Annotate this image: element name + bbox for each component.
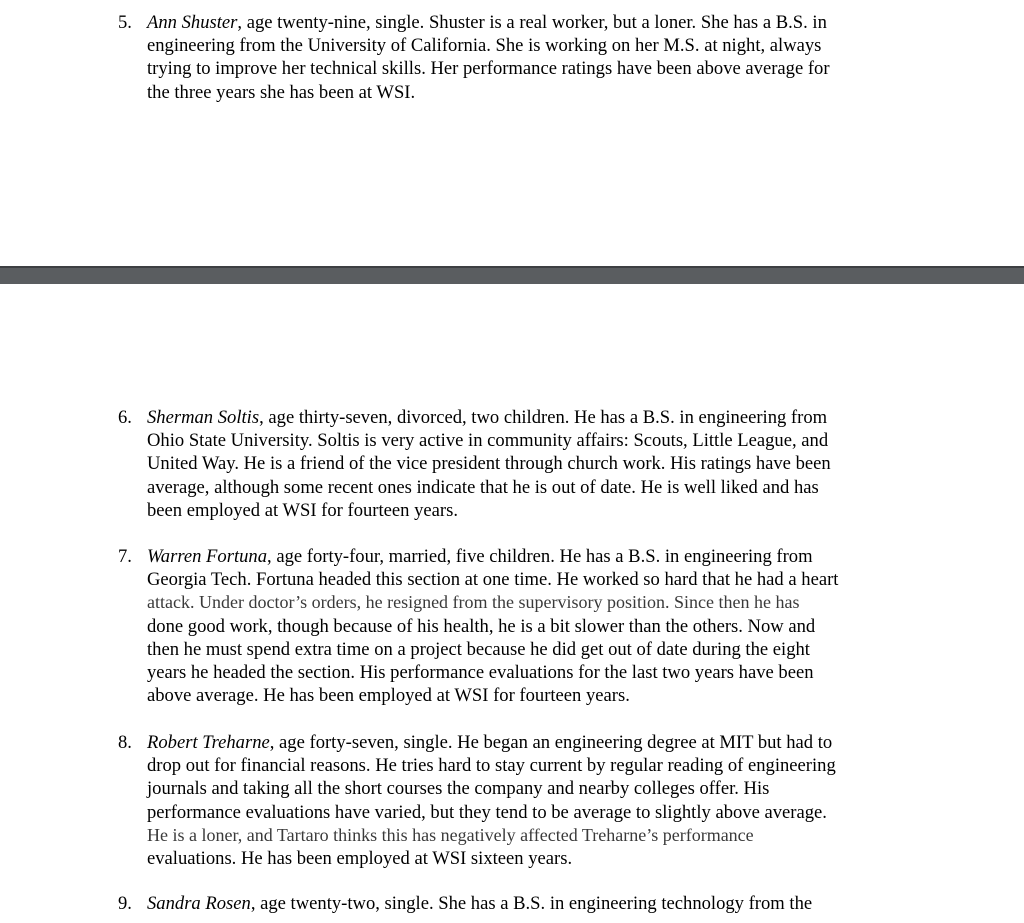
item-text <box>147 731 907 870</box>
item-text <box>147 892 907 915</box>
page-separator <box>0 266 1024 284</box>
document-page-1 <box>0 0 1024 266</box>
text-line: drop out for financial reasons. He tries hard to stay current by regular reading of engineering <box>147 755 836 777</box>
employee-name: Sherman Soltis <box>147 407 260 428</box>
text-line: Georgia Tech. Fortuna headed this section at one time. He worked so hard that he had a heart <box>147 569 839 591</box>
employee-name: Warren Fortuna <box>147 546 268 567</box>
text-line: done good work, though because of his health, he is a bit slower than the others. Now and <box>147 615 816 637</box>
employee-name: Sandra Rosen <box>147 893 251 914</box>
item-number: 9. <box>118 893 132 914</box>
text-line: , age twenty-two, single. She has a B.S. in engineering technology from the <box>250 893 813 914</box>
item-text <box>147 406 907 522</box>
text-line: United Way. He is a friend of the vice president through church work. His ratings have been <box>147 453 831 475</box>
text-line: Ohio State University. Soltis is very active in community affairs: Scouts, Little League, and <box>147 430 829 452</box>
employee-name: Robert Treharne <box>147 732 270 753</box>
item-number: 6. <box>118 407 132 428</box>
item-number: 5. <box>118 12 132 33</box>
item-number: 7. <box>118 546 132 567</box>
employee-name: Ann Shuster <box>147 12 238 33</box>
text-line: been employed at WSI for fourteen years. <box>147 499 458 521</box>
text-line: journals and taking all the short courses the company and nearby colleges offer. His <box>147 778 770 800</box>
text-line: engineering from the University of California. She is working on her M.S. at night, always <box>147 35 822 57</box>
text-line: average, although some recent ones indicate that he is out of date. He is well liked and has <box>147 476 819 498</box>
text-line: trying to improve her technical skills. Her performance ratings have been above average for <box>147 58 830 80</box>
text-line: years he headed the section. His performance evaluations for the last two years have been <box>147 662 814 684</box>
text-line: , age twenty-nine, single. Shuster is a real worker, but a loner. She has a B.S. in <box>237 12 827 33</box>
text-line: , age forty-seven, single. He began an engineering degree at MIT but had to <box>269 732 833 753</box>
text-line: He is a loner, and Tartaro thinks this has negatively affected Treharne’s performance <box>147 824 754 845</box>
text-line: attack. Under doctor’s orders, he resigned from the supervisory position. Since then he has <box>147 592 800 613</box>
text-line: , age thirty-seven, divorced, two children. He has a B.S. in engineering from <box>259 407 828 428</box>
item-number: 8. <box>118 732 132 753</box>
text-line: , age forty-four, married, five children. He has a B.S. in engineering from <box>267 546 813 567</box>
text-line: then he must spend extra time on a project because he did get out of date during the eight <box>147 638 810 660</box>
document-page-2 <box>0 284 1024 923</box>
text-line: evaluations. He has been employed at WSI sixteen years. <box>147 848 573 870</box>
text-line: above average. He has been employed at WSI for fourteen years. <box>147 685 630 707</box>
item-text <box>147 545 907 707</box>
text-line: the three years she has been at WSI. <box>147 81 416 103</box>
item-text <box>147 11 907 104</box>
text-line: performance evaluations have varied, but they tend to be average to slightly above average. <box>147 801 827 823</box>
